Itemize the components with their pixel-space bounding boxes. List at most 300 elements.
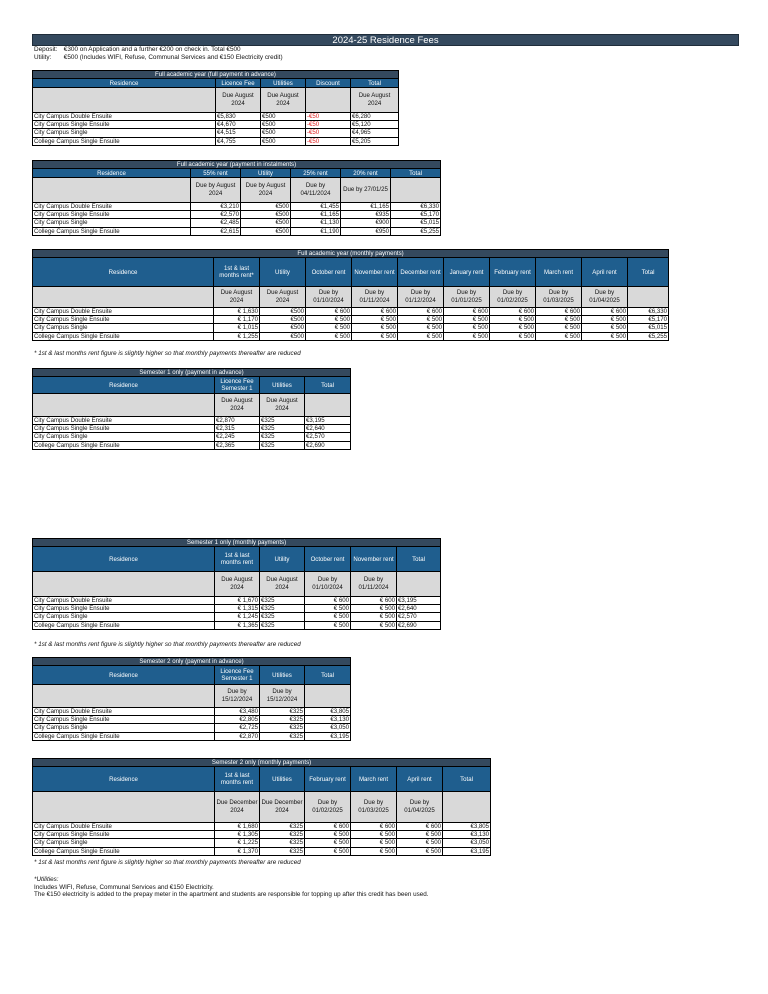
fee-cell: €3,195 <box>305 732 351 740</box>
utility-label: Utility: <box>34 54 52 61</box>
due-spacer <box>33 394 215 417</box>
header-row <box>33 666 351 685</box>
fee-cell: €1,165 <box>341 203 391 211</box>
fee-cell: €2,570 <box>191 211 241 219</box>
residence-name: City Campus Single <box>33 129 216 137</box>
fee-cell: €5,015 <box>628 324 669 332</box>
page-title: 2024-25 Residence Fees <box>32 34 739 46</box>
fee-cell: €1,455 <box>291 203 341 211</box>
fee-cell: € 500 <box>582 332 628 340</box>
fee-cell: €325 <box>260 839 305 847</box>
table-title-row <box>33 539 441 547</box>
fee-cell: €3,210 <box>191 203 241 211</box>
table-row <box>33 129 399 137</box>
column-header: November rent <box>352 258 398 287</box>
fee-cell: €2,485 <box>191 219 241 227</box>
fee-cell: €1,165 <box>291 211 341 219</box>
fee-cell: €325 <box>260 433 305 441</box>
column-header: Total <box>628 258 669 287</box>
table-row <box>33 823 491 831</box>
fee-cell: €500 <box>260 324 306 332</box>
fee-cell: € 600 <box>351 823 397 831</box>
due-spacer <box>33 792 215 823</box>
fee-cell: €5,830 <box>216 113 261 121</box>
table-row <box>33 121 399 129</box>
fee-cell: € 600 <box>305 597 351 605</box>
fee-cell: €2,315 <box>215 425 260 433</box>
fee-cell: €3,195 <box>443 847 491 855</box>
table-row <box>33 441 351 449</box>
fee-cell: €325 <box>260 823 305 831</box>
fee-cell: € 500 <box>582 324 628 332</box>
fee-cell: € 500 <box>352 332 398 340</box>
fee-cell: €2,640 <box>305 425 351 433</box>
fee-cell: € 500 <box>444 324 490 332</box>
table-row <box>33 219 441 227</box>
fee-cell: € 500 <box>536 316 582 324</box>
fee-cell: -€50 <box>306 121 351 129</box>
residence-name: City Campus Single <box>33 324 214 332</box>
footnote-line-2: The €150 electricity is added to the prepay meter in the apartment and students are responsible for topping up after this credit has been used. <box>34 891 429 899</box>
residence-name: City Campus Single <box>33 433 215 441</box>
table-row <box>33 621 441 629</box>
column-header: Utilities <box>260 666 305 685</box>
semester1-note: * 1st & last months rent figure is slightly higher so that monthly payments thereafter are reduced <box>34 641 301 648</box>
deposit-line <box>34 46 241 54</box>
fee-cell: € 1,370 <box>215 847 260 855</box>
due-date: Due by 01/11/2024 <box>351 572 397 597</box>
fee-cell: €6,280 <box>351 113 399 121</box>
fee-cell: € 500 <box>398 332 444 340</box>
fee-cell: €4,755 <box>216 137 261 145</box>
header-row <box>33 169 441 178</box>
residence-name: College Campus Single Ensuite <box>33 847 215 855</box>
fee-cell: € 500 <box>351 621 397 629</box>
table-row <box>33 417 351 425</box>
fee-cell: € 500 <box>352 324 398 332</box>
fee-cell: € 500 <box>490 316 536 324</box>
fee-cell: €2,570 <box>305 433 351 441</box>
table-row <box>33 708 351 716</box>
deposit-text: €300 on Application and a further €200 on check in. Total €500 <box>63 46 241 53</box>
table-row <box>33 433 351 441</box>
fee-cell: €3,050 <box>305 724 351 732</box>
residence-header: Residence <box>33 258 214 287</box>
column-header: Total <box>443 767 491 792</box>
due-date: Due by 01/03/2025 <box>536 287 582 308</box>
fee-cell: € 500 <box>444 332 490 340</box>
fee-cell: € 1,630 <box>214 308 260 316</box>
due-date: Due August 2024 <box>261 88 306 113</box>
fee-cell: € 600 <box>306 308 352 316</box>
table-title-row <box>33 369 351 377</box>
fee-cell: €500 <box>241 219 291 227</box>
fee-cell: €2,365 <box>215 441 260 449</box>
column-header: 55% rent <box>191 169 241 178</box>
residence-name: City Campus Single <box>33 219 191 227</box>
due-date: Due by 01/12/2024 <box>398 287 444 308</box>
due-date: Due December 2024 <box>215 792 260 823</box>
fee-cell: €5,170 <box>391 211 441 219</box>
column-header: Utilities <box>260 377 305 394</box>
column-header: Licence Fee Semester 1 <box>215 377 260 394</box>
fee-cell: €500 <box>260 308 306 316</box>
table-title: Full academic year (payment in instalments) <box>33 161 441 169</box>
residence-name: City Campus Double Ensuite <box>33 417 215 425</box>
column-header: February rent <box>305 767 351 792</box>
fee-cell: € 600 <box>397 823 443 831</box>
column-header: March rent <box>536 258 582 287</box>
due-date <box>305 394 351 417</box>
table-row <box>33 831 491 839</box>
table-semester1-advance <box>32 368 351 450</box>
residence-name: College Campus Single Ensuite <box>33 137 216 145</box>
column-header: April rent <box>397 767 443 792</box>
fee-cell: € 500 <box>352 316 398 324</box>
table-row <box>33 211 441 219</box>
fee-cell: €5,255 <box>628 332 669 340</box>
column-header: Utility <box>260 258 306 287</box>
fee-cell: €3,130 <box>443 831 491 839</box>
fee-cell: € 500 <box>351 605 397 613</box>
table-title-row <box>33 759 491 767</box>
column-header: Total <box>391 169 441 178</box>
deposit-label: Deposit: <box>34 46 58 53</box>
due-date: Due by 01/04/2025 <box>397 792 443 823</box>
due-date <box>628 287 669 308</box>
table-row <box>33 716 351 724</box>
residence-name: City Campus Single Ensuite <box>33 605 215 613</box>
fee-cell: € 500 <box>398 316 444 324</box>
column-header: February rent <box>490 258 536 287</box>
due-date-row <box>33 394 351 417</box>
fee-cell: €500 <box>241 203 291 211</box>
due-date: Due by 27/01/25 <box>341 178 391 203</box>
fee-cell: € 500 <box>444 316 490 324</box>
fee-cell: € 500 <box>397 847 443 855</box>
semester2-note: * 1st & last months rent figure is slightly higher so that monthly payments thereafter are reduced <box>34 859 301 866</box>
due-date: Due by 01/04/2025 <box>582 287 628 308</box>
fee-cell: €500 <box>261 137 306 145</box>
column-header: November rent <box>351 547 397 572</box>
due-date-row <box>33 572 441 597</box>
fee-cell: €2,570 <box>397 613 441 621</box>
table-title: Semester 1 only (monthly payments) <box>33 539 441 547</box>
fee-cell: €5,120 <box>351 121 399 129</box>
column-header: October rent <box>306 258 352 287</box>
fee-cell: €3,805 <box>305 708 351 716</box>
column-header: Total <box>305 666 351 685</box>
fee-cell: € 600 <box>351 597 397 605</box>
fee-cell: € 500 <box>306 316 352 324</box>
fee-cell: €4,515 <box>216 129 261 137</box>
fee-cell: €4,670 <box>216 121 261 129</box>
table-row <box>33 597 441 605</box>
fee-cell: € 500 <box>305 831 351 839</box>
due-date-row <box>33 88 399 113</box>
due-spacer <box>33 287 214 308</box>
column-header: Total <box>351 79 399 88</box>
residence-header: Residence <box>33 169 191 178</box>
fee-cell: €500 <box>241 227 291 235</box>
fee-cell: €500 <box>260 332 306 340</box>
fee-cell: €5,205 <box>351 137 399 145</box>
due-date: Due by 15/12/2024 <box>260 685 305 708</box>
residence-name: City Campus Single Ensuite <box>33 716 215 724</box>
fee-cell: € 500 <box>490 324 536 332</box>
column-header: 25% rent <box>291 169 341 178</box>
due-date: Due by 01/01/2025 <box>444 287 490 308</box>
due-date: Due by 01/03/2025 <box>351 792 397 823</box>
due-date: Due August 2024 <box>215 572 260 597</box>
table-row <box>33 425 351 433</box>
fee-cell: € 500 <box>351 831 397 839</box>
residence-header: Residence <box>33 79 216 88</box>
fee-cell: €950 <box>341 227 391 235</box>
column-header: March rent <box>351 767 397 792</box>
due-date: Due August 2024 <box>260 394 305 417</box>
residence-name: City Campus Single Ensuite <box>33 211 191 219</box>
fee-cell: € 600 <box>398 308 444 316</box>
fee-cell: €2,690 <box>305 441 351 449</box>
due-date: Due August 2024 <box>215 394 260 417</box>
residence-header: Residence <box>33 377 215 394</box>
footnote-heading: *Utilities: <box>34 876 59 883</box>
fee-cell: € 500 <box>490 332 536 340</box>
fee-cell: €325 <box>260 716 305 724</box>
due-date: Due August 2024 <box>260 572 305 597</box>
header-row <box>33 377 351 394</box>
fee-cell: € 1,680 <box>215 823 260 831</box>
residence-name: College Campus Single Ensuite <box>33 441 215 449</box>
column-header: April rent <box>582 258 628 287</box>
fee-cell: € 1,365 <box>215 621 260 629</box>
residence-name: College Campus Single Ensuite <box>33 732 215 740</box>
fee-cell: € 500 <box>351 847 397 855</box>
due-date: Due August 2024 <box>216 88 261 113</box>
column-header: January rent <box>444 258 490 287</box>
column-header: October rent <box>305 547 351 572</box>
column-header: Utility <box>241 169 291 178</box>
fee-cell: €3,130 <box>305 716 351 724</box>
fee-cell: € 500 <box>306 332 352 340</box>
fee-cell: € 1,245 <box>215 613 260 621</box>
fee-cell: €500 <box>260 316 306 324</box>
fee-cell: €3,805 <box>443 823 491 831</box>
header-row <box>33 79 399 88</box>
fee-cell: €1,190 <box>291 227 341 235</box>
fee-cell: €500 <box>261 121 306 129</box>
table-title: Semester 2 only (monthly payments) <box>33 759 491 767</box>
table-row <box>33 605 441 613</box>
table-semester1-monthly <box>32 538 441 630</box>
column-header: 1st & last months rent* <box>214 258 260 287</box>
column-header: Licence Fee Semester 1 <box>215 666 260 685</box>
monthly-note: * 1st & last months rent figure is slightly higher so that monthly payments thereafter are reduced <box>34 350 301 357</box>
residence-name: City Campus Single Ensuite <box>33 425 215 433</box>
residence-name: City Campus Double Ensuite <box>33 203 191 211</box>
residence-name: City Campus Double Ensuite <box>33 708 215 716</box>
table-title: Full academic year (monthly payments) <box>33 250 669 258</box>
fee-cell: €2,870 <box>215 732 260 740</box>
fee-cell: €5,015 <box>391 219 441 227</box>
fee-cell: € 1,670 <box>215 597 260 605</box>
header-row <box>33 547 441 572</box>
fee-cell: -€50 <box>306 113 351 121</box>
residence-name: City Campus Double Ensuite <box>33 308 214 316</box>
fee-cell: €325 <box>260 847 305 855</box>
table-title: Semester 1 only (payment in advance) <box>33 369 351 377</box>
fee-cell: € 500 <box>397 831 443 839</box>
fee-cell: €325 <box>260 621 305 629</box>
table-title-row <box>33 658 351 666</box>
fee-cell: -€50 <box>306 137 351 145</box>
table-row <box>33 613 441 621</box>
header-row <box>33 258 669 287</box>
fee-cell: €1,130 <box>291 219 341 227</box>
fee-cell: € 500 <box>536 324 582 332</box>
table-title-row <box>33 161 441 169</box>
fee-cell: €5,255 <box>391 227 441 235</box>
fee-cell: €2,245 <box>215 433 260 441</box>
column-header: 1st & last months rent <box>215 547 260 572</box>
column-header: 20% rent <box>341 169 391 178</box>
table-row <box>33 732 351 740</box>
table-title: Full academic year (full payment in advance) <box>33 71 399 79</box>
fee-cell: €5,170 <box>628 316 669 324</box>
fee-cell: €325 <box>260 613 305 621</box>
table-title-row <box>33 71 399 79</box>
fee-cell: € 500 <box>582 316 628 324</box>
table-full-year-instalments <box>32 160 441 236</box>
fee-cell: €325 <box>260 831 305 839</box>
fee-cell: €2,805 <box>215 716 260 724</box>
fee-cell: € 500 <box>305 621 351 629</box>
column-header: December rent <box>398 258 444 287</box>
due-date: Due by 01/11/2024 <box>352 287 398 308</box>
table-row <box>33 724 351 732</box>
fee-cell: €500 <box>261 129 306 137</box>
fee-cell: €325 <box>260 417 305 425</box>
fee-cell: €2,690 <box>397 621 441 629</box>
fee-cell: €2,725 <box>215 724 260 732</box>
table-row <box>33 227 441 235</box>
residence-name: College Campus Single Ensuite <box>33 332 214 340</box>
fee-cell: € 500 <box>351 839 397 847</box>
column-header: 1st & last months rent <box>215 767 260 792</box>
fee-cell: €2,615 <box>191 227 241 235</box>
due-spacer <box>33 178 191 203</box>
utility-line <box>34 54 283 62</box>
fee-cell: €325 <box>260 732 305 740</box>
fee-cell: €325 <box>260 425 305 433</box>
residence-header: Residence <box>33 767 215 792</box>
table-row <box>33 839 491 847</box>
residence-name: City Campus Double Ensuite <box>33 823 215 831</box>
due-date <box>305 685 351 708</box>
table-row <box>33 203 441 211</box>
column-header: Total <box>397 547 441 572</box>
fee-cell: €3,480 <box>215 708 260 716</box>
utility-text: €500 (Includes WIFI, Refuse, Communal Services and €150 Electricity credit) <box>63 54 283 61</box>
residence-name: College Campus Single Ensuite <box>33 227 191 235</box>
fee-cell: € 500 <box>305 847 351 855</box>
fee-cell: € 600 <box>444 308 490 316</box>
fee-cell: € 1,255 <box>214 332 260 340</box>
fee-cell: €3,195 <box>397 597 441 605</box>
due-spacer <box>33 685 215 708</box>
column-header: Utility <box>260 547 305 572</box>
residence-header: Residence <box>33 547 215 572</box>
table-row <box>33 113 399 121</box>
residence-name: City Campus Single <box>33 839 215 847</box>
fee-cell: € 600 <box>352 308 398 316</box>
fee-cell: € 600 <box>536 308 582 316</box>
table-row <box>33 137 399 145</box>
due-date: Due August 2024 <box>351 88 399 113</box>
due-date: Due August 2024 <box>214 287 260 308</box>
fee-cell: €325 <box>260 597 305 605</box>
fee-cell: €6,330 <box>391 203 441 211</box>
fee-cell: € 1,225 <box>215 839 260 847</box>
fee-cell: € 500 <box>398 324 444 332</box>
table-row <box>33 316 669 324</box>
table-full-year-monthly <box>32 249 669 341</box>
utilities-footnote <box>34 876 429 899</box>
fee-cell: €900 <box>341 219 391 227</box>
column-header: Utilities <box>260 767 305 792</box>
header-row <box>33 767 491 792</box>
footnote-line-1: Includes WIFI, Refuse, Communal Services and €150 Electricity. <box>34 883 214 891</box>
fee-cell: € 1,015 <box>214 324 260 332</box>
residence-name: City Campus Single <box>33 613 215 621</box>
due-date-row <box>33 685 351 708</box>
due-date-row <box>33 792 491 823</box>
residence-name: City Campus Double Ensuite <box>33 113 216 121</box>
fee-cell: €500 <box>241 211 291 219</box>
table-full-year-advance <box>32 70 399 146</box>
due-date: Due by August 2024 <box>241 178 291 203</box>
due-date: Due by 15/12/2024 <box>215 685 260 708</box>
fee-cell: € 500 <box>536 332 582 340</box>
due-spacer <box>33 572 215 597</box>
column-header: Discount <box>306 79 351 88</box>
fee-cell: € 500 <box>305 605 351 613</box>
column-header: Licence Fee <box>216 79 261 88</box>
fee-cell: -€50 <box>306 129 351 137</box>
fee-cell: € 600 <box>582 308 628 316</box>
fee-cell: €2,870 <box>215 417 260 425</box>
residence-name: City Campus Double Ensuite <box>33 597 215 605</box>
table-title-row <box>33 250 669 258</box>
table-row <box>33 324 669 332</box>
residence-name: City Campus Single Ensuite <box>33 121 216 129</box>
fee-cell: €3,195 <box>305 417 351 425</box>
due-date <box>391 178 441 203</box>
fee-cell: €325 <box>260 724 305 732</box>
due-date: Due by 04/11/2024 <box>291 178 341 203</box>
fee-cell: €6,330 <box>628 308 669 316</box>
fee-cell: € 500 <box>305 613 351 621</box>
fee-cell: €3,050 <box>443 839 491 847</box>
residence-name: City Campus Single Ensuite <box>33 316 214 324</box>
fee-cell: € 1,305 <box>215 831 260 839</box>
due-date: Due by 01/10/2024 <box>306 287 352 308</box>
fee-cell: € 1,170 <box>214 316 260 324</box>
due-date: Due December 2024 <box>260 792 305 823</box>
fee-cell: € 500 <box>306 324 352 332</box>
fee-cell: € 500 <box>351 613 397 621</box>
